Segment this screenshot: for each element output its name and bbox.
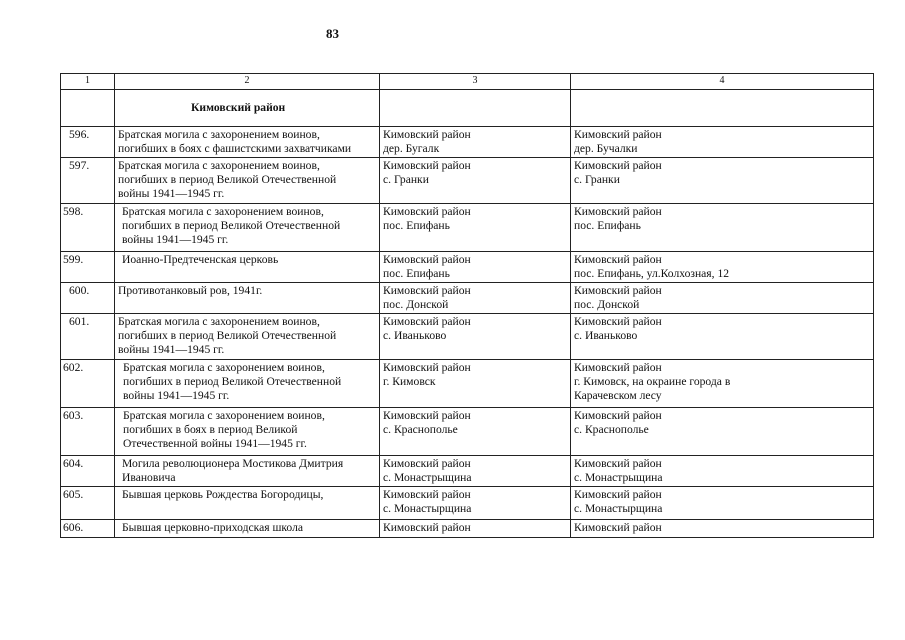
monument-name-line: Противотанковый ров, 1941г. — [118, 284, 263, 297]
monument-address-line: г. Кимовск, на окраине города в — [574, 375, 731, 388]
monument-address-line: Кимовский район — [574, 205, 662, 218]
monument-name-line: Братская могила с захоронением воинов, — [123, 361, 325, 374]
table-row — [61, 127, 874, 158]
monument-name-line: погибших в период Великой Отечественной — [123, 375, 342, 388]
monuments-table — [60, 73, 874, 538]
monument-name-line: погибших в боях с фашистскими захватчиками — [118, 142, 352, 155]
table-row — [61, 487, 874, 520]
monument-address — [571, 408, 874, 456]
district-title: Кимовский район — [115, 90, 380, 127]
monument-address — [571, 204, 874, 252]
monument-name-line: войны 1941—1945 гг. — [118, 187, 225, 200]
monument-location-line: Кимовский район — [383, 361, 471, 374]
monument-address-line: Кимовский район — [574, 315, 662, 328]
column-numbers-row — [61, 74, 874, 90]
row-number: 597. — [61, 158, 115, 204]
monument-location-line: с. Иваньково — [383, 329, 447, 342]
monument-location-line: пос. Донской — [383, 298, 449, 311]
row-number: 603. — [61, 408, 115, 456]
row-number: 606. — [61, 520, 115, 538]
table-row — [61, 520, 874, 538]
row-number: 605. — [61, 487, 115, 520]
monument-name — [115, 360, 380, 408]
monument-name-line: Братская могила с захоронением воинов, — [118, 159, 320, 172]
monument-location-line: с. Монастрыщина — [383, 471, 472, 484]
monument-location-line: Кимовский район — [383, 409, 471, 422]
monument-location-line: г. Кимовск — [383, 375, 436, 388]
monument-address-line: Кимовский район — [574, 488, 662, 501]
monument-name — [115, 487, 380, 520]
monument-location-line: Кимовский район — [383, 521, 471, 534]
table-row — [61, 158, 874, 204]
monument-name-line: Братская могила с захоронением воинов, — [122, 205, 324, 218]
monument-address — [571, 127, 874, 158]
monument-location-line: Кимовский район — [383, 284, 471, 297]
monument-name-line: войны 1941—1945 гг. — [122, 233, 229, 246]
monument-name-line: Бывшая церковно-приходская школа — [122, 521, 303, 534]
monument-name — [115, 127, 380, 158]
monument-location — [380, 487, 571, 520]
monument-name-line: Братская могила с захоронением воинов, — [118, 315, 320, 328]
monument-address — [571, 520, 874, 538]
row-number: 600. — [61, 283, 115, 314]
monument-address — [571, 314, 874, 360]
monument-address-line: дер. Бучалки — [574, 142, 638, 155]
column-number: 1 — [61, 74, 115, 90]
table-row — [61, 204, 874, 252]
monument-address-line: с. Иваньково — [574, 329, 638, 342]
monument-address — [571, 252, 874, 283]
monument-name-line: войны 1941—1945 гг. — [123, 389, 230, 402]
monument-address-line: пос. Епифань, ул.Колхозная, 12 — [574, 267, 730, 280]
monument-name-line: Бывшая церковь Рождества Богородицы, — [122, 488, 324, 501]
monument-location-line: пос. Епифань — [383, 219, 450, 232]
monument-address-line: пос. Донской — [574, 298, 640, 311]
monument-name-line: погибших в боях в период Великой — [123, 423, 298, 436]
monument-address — [571, 487, 874, 520]
column-number: 3 — [380, 74, 571, 90]
monument-location — [380, 520, 571, 538]
monument-address-line: Кимовский район — [574, 128, 662, 141]
monument-address-line: Кимовский район — [574, 159, 662, 172]
monument-location — [380, 314, 571, 360]
monument-address — [571, 158, 874, 204]
monument-location — [380, 456, 571, 487]
monument-address-line: с. Гранки — [574, 173, 620, 186]
row-number: 602. — [61, 360, 115, 408]
monument-location-line: Кимовский район — [383, 315, 471, 328]
monument-location-line: Кимовский район — [383, 253, 471, 266]
table-row — [61, 314, 874, 360]
row-number: 599. — [61, 252, 115, 283]
monument-address-line: Кимовский район — [574, 409, 662, 422]
empty-cell — [571, 90, 874, 127]
monument-address-line: Карачевском лесу — [574, 389, 662, 402]
monument-name — [115, 456, 380, 487]
monument-location — [380, 158, 571, 204]
page-number: 83 — [326, 26, 339, 41]
monument-address — [571, 360, 874, 408]
monument-location-line: дер. Бугалк — [383, 142, 440, 155]
monument-name-line: Могила революционера Мостикова Дмитрия — [122, 457, 344, 470]
monument-name-line: погибших в период Великой Отечественной — [118, 329, 337, 342]
table-row — [61, 360, 874, 408]
empty-cell — [61, 90, 115, 127]
monument-address-line: с. Монастырщина — [574, 502, 663, 515]
monument-location-line: с. Монастырщина — [383, 502, 472, 515]
monument-name-line: войны 1941—1945 гг. — [118, 343, 225, 356]
monument-location — [380, 283, 571, 314]
monument-address — [571, 456, 874, 487]
monument-location-line: с. Краснополье — [383, 423, 458, 436]
monument-name-line: Братская могила с захоронением воинов, — [118, 128, 320, 141]
monument-location — [380, 252, 571, 283]
monument-address — [571, 283, 874, 314]
district-header-row — [61, 90, 874, 127]
monument-address-line: Кимовский район — [574, 521, 662, 534]
table-row — [61, 283, 874, 314]
monument-location-line: пос. Епифань — [383, 267, 450, 280]
monument-name — [115, 158, 380, 204]
monument-location-line: Кимовский район — [383, 488, 471, 501]
monument-address-line: Кимовский район — [574, 361, 662, 374]
row-number: 601. — [61, 314, 115, 360]
row-number: 598. — [61, 204, 115, 252]
row-number: 604. — [61, 456, 115, 487]
monument-location — [380, 360, 571, 408]
monument-address-line: Кимовский район — [574, 284, 662, 297]
monument-address-line: с. Монастрыщина — [574, 471, 663, 484]
monument-location-line: Кимовский район — [383, 205, 471, 218]
monument-name — [115, 252, 380, 283]
monument-location-line: с. Гранки — [383, 173, 429, 186]
monument-address-line: Кимовский район — [574, 457, 662, 470]
row-number: 596. — [61, 127, 115, 158]
monument-address-line: пос. Епифань — [574, 219, 641, 232]
monument-name — [115, 314, 380, 360]
monument-address-line: с. Краснополье — [574, 423, 649, 436]
empty-cell — [380, 90, 571, 127]
monument-location-line: Кимовский район — [383, 128, 471, 141]
monument-name-line: погибших в период Великой Отечественной — [118, 173, 337, 186]
column-number: 4 — [571, 74, 874, 90]
monument-name-line: погибших в период Великой Отечественной — [122, 219, 341, 232]
monument-location — [380, 127, 571, 158]
monument-location — [380, 408, 571, 456]
monument-location-line: Кимовский район — [383, 159, 471, 172]
monument-name-line: Ивановича — [122, 471, 176, 484]
monument-location-line: Кимовский район — [383, 457, 471, 470]
table-row — [61, 252, 874, 283]
monument-name — [115, 408, 380, 456]
monument-location — [380, 204, 571, 252]
table-row — [61, 408, 874, 456]
column-number: 2 — [115, 74, 380, 90]
monument-name — [115, 283, 380, 314]
monument-address-line: Кимовский район — [574, 253, 662, 266]
monument-name-line: Отечественной войны 1941—1945 гг. — [123, 437, 307, 450]
monument-name-line: Иоанно-Предтеченская церковь — [122, 253, 279, 266]
monument-name — [115, 520, 380, 538]
monument-name — [115, 204, 380, 252]
monument-name-line: Братская могила с захоронением воинов, — [123, 409, 325, 422]
table-row — [61, 456, 874, 487]
